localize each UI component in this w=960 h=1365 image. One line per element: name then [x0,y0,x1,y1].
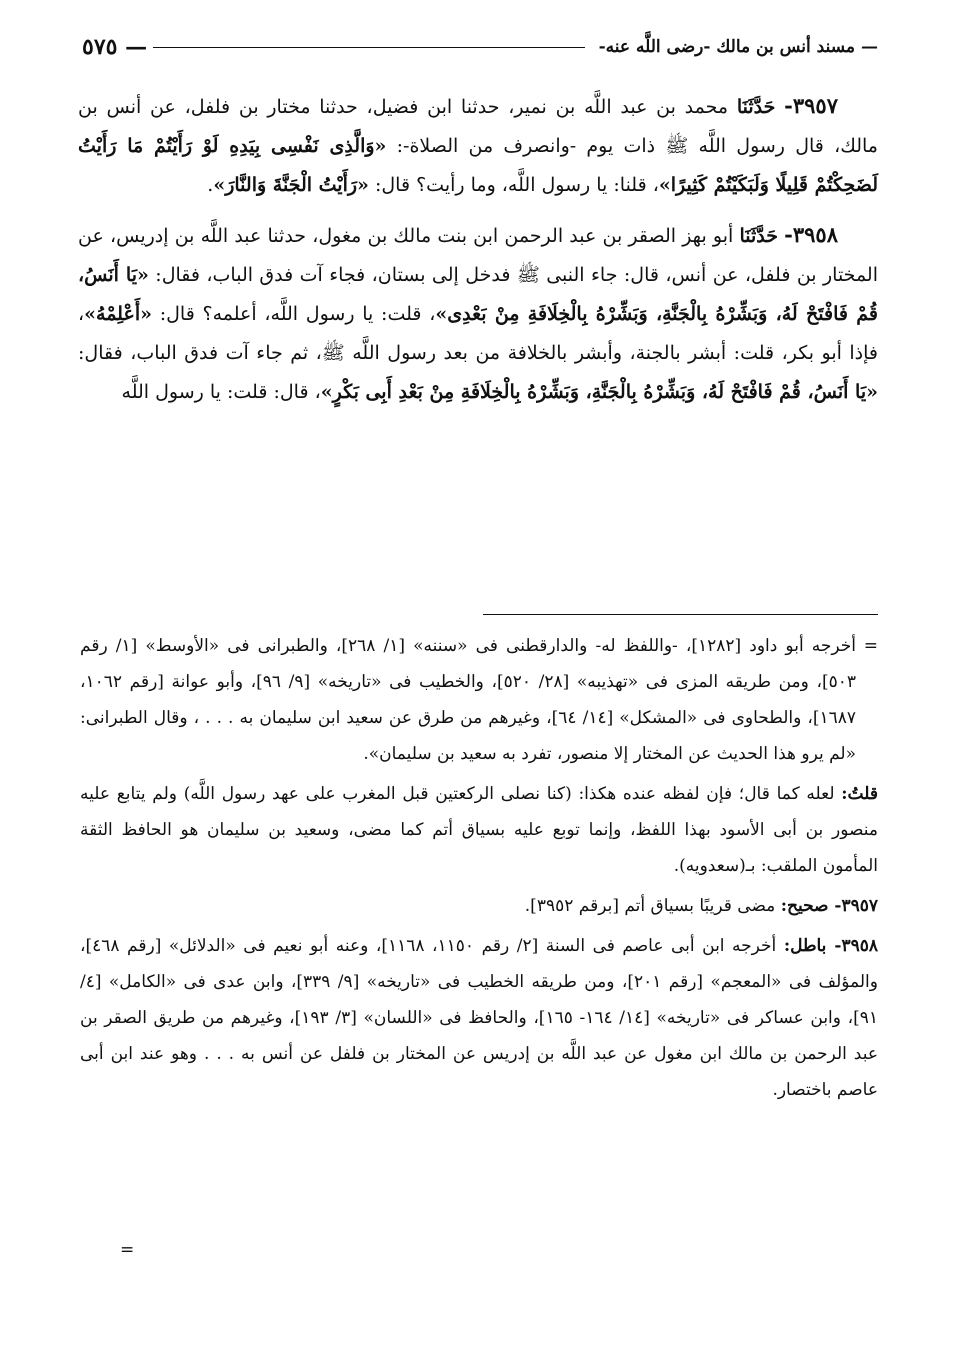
hadith-text: أبو بهز الصقر بن عبد الرحمن ابن بنت مالك بن مغول، حدثنا عبد اللَّه بن إدريس، عن المختار بن فلفل، عن أنس، قال: جاء النبى ﷺ فدخل إلى بستان، فجاء آت فدق الباب، فقال: [78,225,878,286]
hadith-quote: «وَالَّذِى نَفْسِى بِيَدِهِ لَوْ رَأَيْتُمْ مَا رَأَيْتُ لَضَحِكْتُمْ قَلِيلًا وَلَبَكَيْتُمْ كَثِيرًا» [78,135,878,196]
running-head [82,30,878,64]
footnote-note-label: قلتُ: [841,784,879,804]
footnote-text: أخرجه ابن أبى عاصم فى السنة [٢/ رقم ١١٥٠، ١١٦٨]، وعنه أبو نعيم فى «الدلائل» [رقم ٤٦٨]، والمؤلف فى «المعجم» [رقم ٢٠١]، ومن طريقه الخطيب فى «تاريخه» [٩/ ٣٣٩]، وابن عدى فى «الكامل» [٤/ ٩١]، وابن عساكر فى «تاريخه» [١٤/ ١٦٤- ١٦٥]، والحافظ فى «اللسان» [٣/ ١٩٣]، وغيرهم من طريق الصقر بن عبد الرحمن بن مالك ابن مغول عن عبد اللَّه بن إدريس عن المختار بن فلفل عن أنس به . . . وهو عند ابن أبى عاصم باختصار. [80,936,878,1100]
running-head-title: مسند أنس بن مالك -رضى اللَّه عنه- [598,37,855,57]
footnote-text: مضى قريبًا بسياق أتم [برقم ٣٩٥٢]. [524,896,776,916]
hadith-text: . [207,174,214,196]
footnote-grade: ٣٩٥٨- باطل: [783,936,879,956]
hadith-quote: «يَا أَنَسُ، قُمْ فَافْتَحْ لَهُ، وَبَشِّرْهُ بِالْجَنَّةِ، وَبَشِّرْهُ بِالْخِلَافَةِ مِنْ بَعْدِ أَبِى بَكْرٍ» [320,381,878,403]
hadith-number: ٣٩٥٧- [784,93,838,118]
hadith-3957 [78,86,878,205]
running-head-rule [153,47,584,48]
footnote-note-text: لعله كما قال؛ فإن لفظه عنده هكذا: (كنا نصلى الركعتين قبل المغرب على عهد رسول اللَّه) ولم يتابع عليه منصور بن أبى الأسود بهذا اللفظ، وإنما توبع عليه بسياق أتم كما مضى، وسعيد بن سليمان هو الحافظ الثقة المأمون الملقب: بـ(سعدويه). [80,784,878,876]
hadith-opening: حَدَّثَنَا [736,96,776,118]
hadith-text: ، فإذا أبو بكر، قلت: أبشر بالجنة، وأبشر بالخلافة من بعد رسول اللَّه ﷺ، ثم جاء آت فدق الباب، فقال: [78,303,878,364]
footnote-3957 [80,888,878,924]
footnote-separator [483,614,878,615]
hadith-opening: حَدَّثَنَا [739,225,778,247]
footnote-continued [80,628,878,772]
hadith-number: ٣٩٥٨- [784,222,838,247]
hadith-text: ، قال: قلت: يا رسول اللَّه [121,381,321,403]
footnotes [80,628,878,1112]
hadith-text: ، قلت: يا رسول اللَّه، أعلمه؟ قال: [159,303,436,325]
continuation-mark-end: = [120,1240,135,1260]
footnote-note [80,776,878,884]
footnote-grade: ٣٩٥٧- صحيح: [780,896,878,916]
footnote-text: أخرجه أبو داود [١٢٨٢]، -واللفظ له- والدارقطنى فى «سننه» [١/ ٢٦٨]، والطبرانى فى «الأوسط» [١/ رقم ٥٠٣]، ومن طريقه المزى فى «تهذيبه» [٢٨/ ٥٢٠]، والخطيب فى «تاريخه» [٩/ ٩٦]، وأبو عوانة [رقم ١٠٦٢، ١٦٨٧]، والطحاوى فى «المشكل» [١٤/ ٦٤]، وغيرهم من طرق عن سعيد ابن سليمان به . . . ، وقال الطبرانى: «لم يرو هذا الحديث عن المختار إلا منصور، تفرد به سعيد بن سليمان». [80,636,856,764]
continuation-mark: = [863,636,878,656]
hadith-quote: «يَا أَنَسُ، قُمْ فَافْتَحْ لَهُ، وَبَشِّرْهُ بِالْجَنَّةِ، وَبَشِّرْهُ بِالْخِلَافَةِ مِنْ بَعْدِى» [78,264,878,325]
footnote-3958 [80,928,878,1108]
main-text [78,86,878,422]
hadith-3958 [78,215,878,412]
hadith-text: ، قلنا: يا رسول اللَّه، وما رأيت؟ قال: [374,174,659,196]
running-head-dash: — [861,37,878,57]
hadith-text: محمد بن عبد اللَّه بن نمير، حدثنا ابن فضيل، حدثنا مختار بن فلفل، عن أنس بن مالك، قال رسول اللَّه ﷺ ذات يوم -وانصرف من الصلاة-: [78,96,878,157]
hadith-quote: «رَأَيْتُ الْجَنَّةَ وَالنَّارَ» [213,174,369,196]
hadith-quote: «أَعْلِمْهُ» [84,303,152,325]
page-number: — ٥٧٥ [82,34,148,60]
